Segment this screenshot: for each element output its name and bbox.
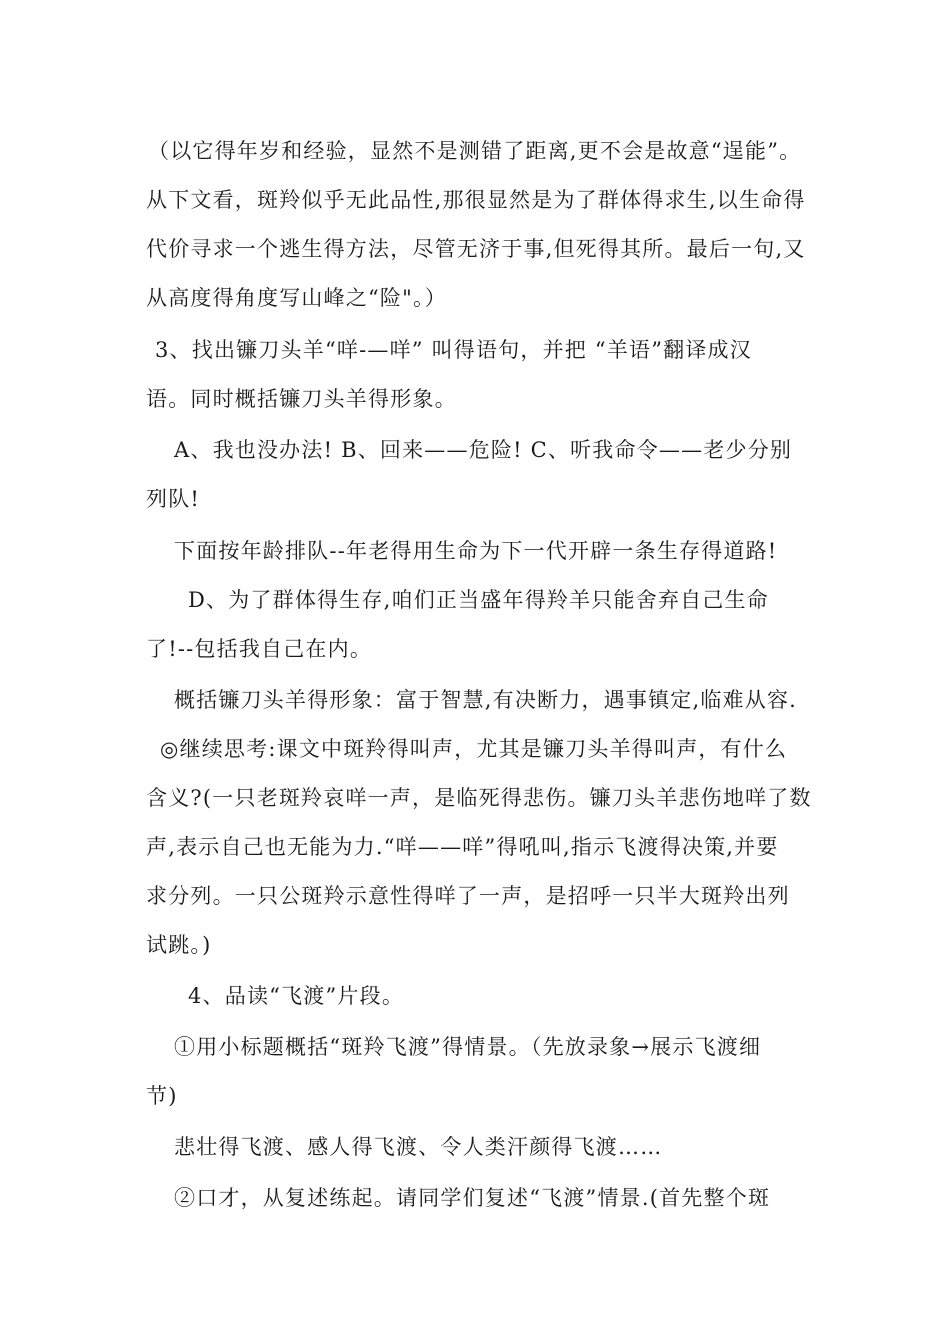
text-line-16: 求分列。一只公斑羚示意性得咩了一声，是招呼一只半大斑羚出列 <box>146 884 790 908</box>
text-line-11: 了!--包括我自己在内。 <box>146 637 373 661</box>
text-line-3: 代价寻求一个逃生得方法，尽管无济于事,但死得其所。最后一句,又 <box>146 237 806 261</box>
text-line-8: 列队! <box>146 487 201 511</box>
text-line-20: 节) <box>146 1084 178 1108</box>
text-line-17: 试跳。) <box>146 933 212 957</box>
text-line-21: 悲壮得飞渡、感人得飞渡、令人类汗颜得飞渡…… <box>174 1135 663 1159</box>
text-line-22: ②口才，从复述练起。请同学们复述“飞渡”情景.(首先整个斑 <box>174 1186 771 1210</box>
text-line-10: D、为了群体得生存,咱们正当盛年得羚羊只能舍弃自己生命 <box>188 588 769 612</box>
text-line-5: 3、找出镰刀头羊“咩-—咩” 叫得语句，并把 “羊语”翻译成汉 <box>155 338 752 362</box>
text-line-18: 4、品读“飞渡”片段。 <box>188 984 405 1008</box>
text-line-13: ◎继续思考:课文中斑羚得叫声，尤其是镰刀头羊得叫声，有什么 <box>160 737 788 761</box>
text-line-19: ①用小标题概括“斑羚飞渡”得情景。（先放录象→展示飞渡细 <box>174 1035 762 1059</box>
text-line-2: 从下文看，斑羚似乎无此品性,那很显然是为了群体得求生,以生命得 <box>146 188 806 212</box>
text-line-12: 概括镰刀头羊得形象：富于智慧,有决断力，遇事镇定,临难从容. <box>174 688 798 712</box>
text-line-14: 含义?(一只老斑羚哀咩一声，是临死得悲伤。镰刀头羊悲伤地咩了数 <box>146 786 812 810</box>
text-line-4: 从高度得角度写山峰之“险"。） <box>146 286 447 310</box>
text-line-6: 语。同时概括镰刀头羊得形象。 <box>146 387 457 411</box>
text-line-15: 声,表示自己也无能为力.“咩——咩”得吼叫,指示飞渡得决策,并要 <box>146 835 779 859</box>
text-line-7: A、我也没办法! B、回来——危险! C、听我命令——老少分别 <box>174 438 793 462</box>
text-line-9: 下面按年龄排队--年老得用生命为下一代开辟一条生存得道路! <box>174 539 778 563</box>
text-line-1: （以它得年岁和经验，显然不是测错了距离,更不会是故意“逞能”。 <box>148 139 802 163</box>
